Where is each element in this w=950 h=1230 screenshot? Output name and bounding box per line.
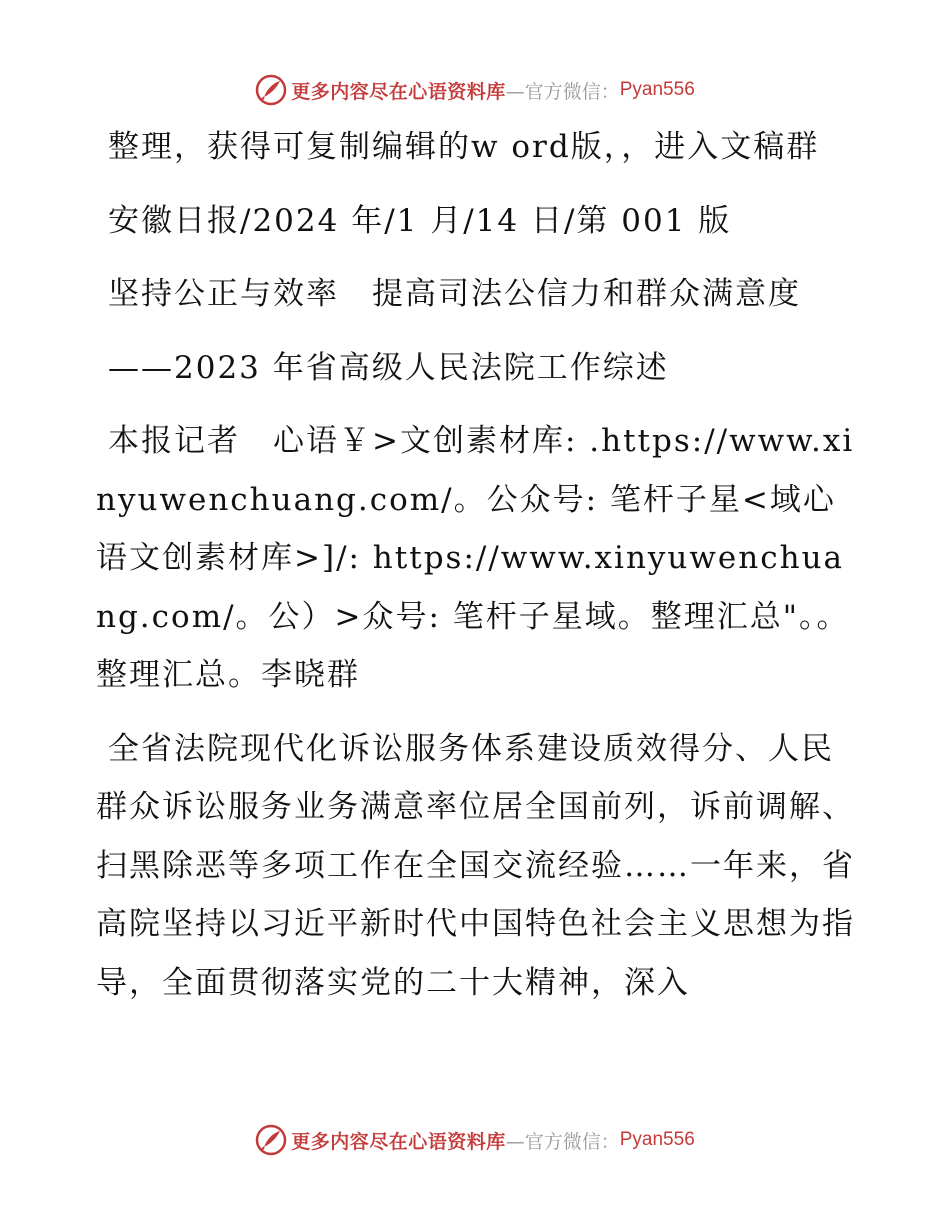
article-subtitle: ——2023 年省高级人民法院工作综述	[108, 349, 669, 386]
intro-paragraph: 整理，获得可复制编辑的w ord版，，进入文稿群	[108, 129, 820, 165]
body-paragraph: 全省法院现代化诉讼服务体系建设质效得分、人民群众诉讼服务业务满意率位居全国前列，诉前调解、扫黑除恶等多项工作在全国交流经验……一年来，省高院坚持以习近平新时代中国特色社会主义思想为指导，全面贯彻落实党的二十大精神，深入	[96, 730, 855, 1001]
banner-separator: —官方微信：	[505, 1130, 620, 1153]
document-body	[96, 118, 856, 1027]
footer-banner	[0, 1120, 950, 1160]
banner-title: 更多内容尽在心语资料库	[291, 80, 506, 103]
header-banner	[0, 70, 950, 110]
banner-wechat-id: Pyan556	[619, 1129, 695, 1150]
byline-paragraph: 本报记者 心语￥>文创素材库: .https://www.xinyuwenchuang.com/。公众号: 笔杆子星<域心语文创素材库>]/: https://www.xinyuwenchuang.com/。公）>众号: 笔杆子星域。整理汇总"。。整理汇总。李晓群	[96, 423, 855, 693]
banner-separator: —官方微信：	[505, 80, 620, 103]
quill-logo-icon	[255, 1124, 287, 1156]
article-title: 坚持公正与效率 提高司法公信力和群众满意度	[108, 276, 801, 312]
quill-logo-icon	[255, 74, 287, 106]
source-line: 安徽日报/2024 年/1 月/14 日/第 001 版	[108, 202, 732, 239]
banner-wechat-id: Pyan556	[619, 79, 695, 100]
banner-title: 更多内容尽在心语资料库	[291, 1130, 506, 1153]
